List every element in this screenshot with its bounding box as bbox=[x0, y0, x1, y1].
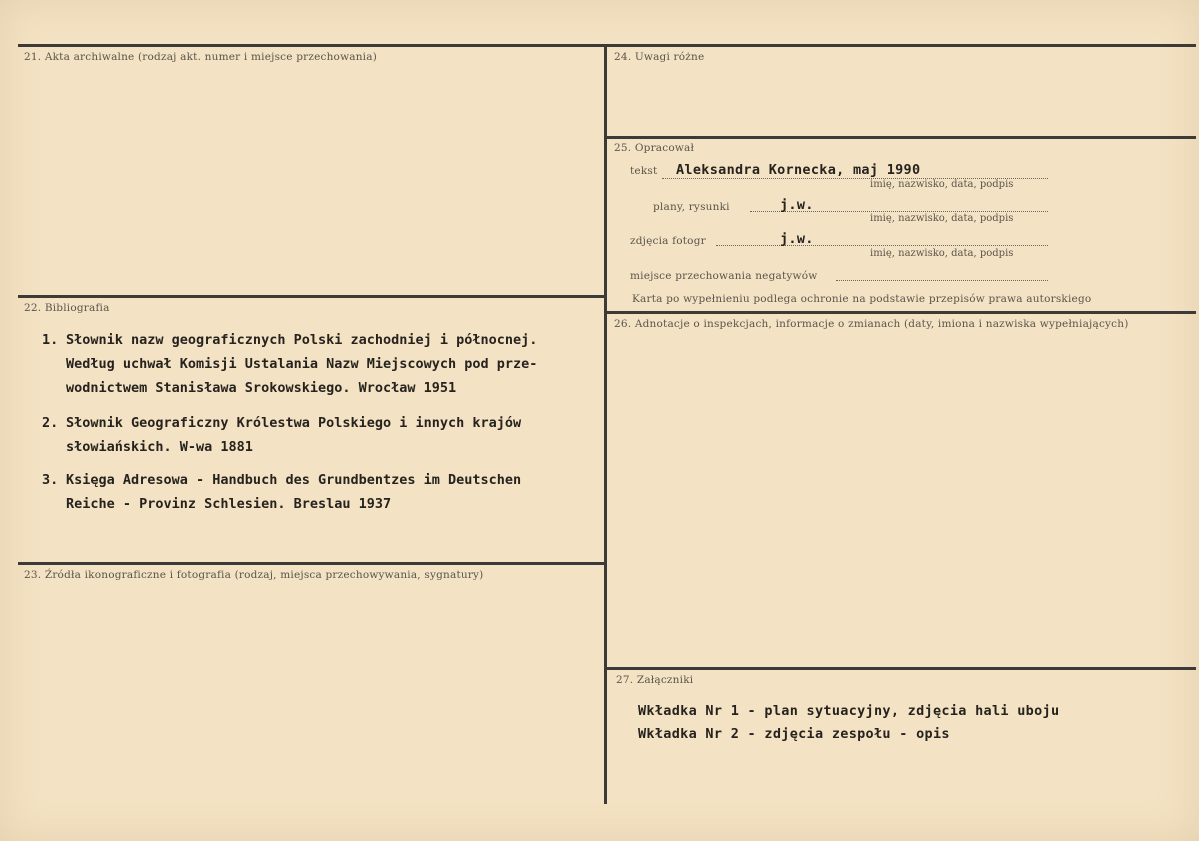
zdjecia-label: zdjęcia fotogr bbox=[630, 235, 706, 247]
rule-25-26 bbox=[606, 311, 1196, 314]
section-23-label: 23. Źródła ikonograficzne i fotografia (rodzaj, miejsca przechowywania, sygnatury) bbox=[24, 569, 484, 581]
item-number: 3. bbox=[42, 472, 59, 488]
plany-label: plany, rysunki bbox=[653, 201, 730, 213]
plany-hint: imię, nazwisko, data, podpis bbox=[870, 213, 1014, 224]
zdjecia-value: j.w. bbox=[780, 231, 814, 247]
zdjecia-hint: imię, nazwisko, data, podpis bbox=[870, 248, 1014, 259]
rule-26-27 bbox=[606, 667, 1196, 670]
center-divider bbox=[604, 44, 607, 804]
item-line: Według uchwał Komisji Ustalania Nazw Miejscowych pod prze- bbox=[66, 356, 538, 372]
bibliography-item-1 bbox=[42, 328, 537, 400]
tekst-hint: imię, nazwisko, data, podpis bbox=[870, 179, 1014, 190]
section-25-label: 25. Opracował bbox=[614, 142, 695, 154]
negatywy-label: miejsce przechowania negatywów bbox=[630, 270, 818, 282]
rule-22-23 bbox=[18, 562, 606, 565]
section-26-label: 26. Adnotacje o inspekcjach, informacje o zmianach (daty, imiona i nazwiska wypełniających) bbox=[614, 318, 1129, 330]
top-rule bbox=[18, 44, 1196, 47]
attachment-2: Wkładka Nr 2 - zdjęcia zespołu - opis bbox=[638, 726, 950, 742]
item-line: słowiańskich. W-wa 1881 bbox=[66, 439, 253, 455]
plany-value: j.w. bbox=[780, 197, 814, 213]
item-line: Słownik nazw geograficznych Polski zachodniej i północnej. bbox=[66, 332, 538, 348]
bibliography-item-2 bbox=[42, 411, 521, 459]
section-27-label: 27. Załączniki bbox=[616, 674, 694, 686]
negatywy-dotted-line bbox=[836, 280, 1048, 281]
item-line: Księga Adresowa - Handbuch des Grundbentzes im Deutschen bbox=[66, 472, 522, 488]
item-line: wodnictwem Stanisława Srokowskiego. Wrocław 1951 bbox=[66, 380, 457, 396]
tekst-label: tekst bbox=[630, 165, 658, 177]
attachment-1: Wkładka Nr 1 - plan sytuacyjny, zdjęcia hali uboju bbox=[638, 703, 1060, 719]
section-24-label: 24. Uwagi różne bbox=[614, 51, 705, 63]
section-22-label: 22. Bibliografia bbox=[24, 302, 110, 314]
copyright-note: Karta po wypełnieniu podlega ochronie na podstawie przepisów prawa autorskiego bbox=[632, 293, 1092, 305]
tekst-value: Aleksandra Kornecka, maj 1990 bbox=[676, 162, 921, 178]
item-line: Słownik Geograficzny Królestwa Polskiego i innych krajów bbox=[66, 415, 522, 431]
rule-24-25 bbox=[606, 136, 1196, 139]
item-number: 1. bbox=[42, 332, 59, 348]
bibliography-item-3 bbox=[42, 468, 521, 516]
item-line: Reiche - Provinz Schlesien. Breslau 1937 bbox=[66, 496, 392, 512]
zdjecia-dotted-line bbox=[716, 245, 1048, 246]
item-number: 2. bbox=[42, 415, 59, 431]
rule-21-22 bbox=[18, 295, 606, 298]
section-21-label: 21. Akta archiwalne (rodzaj akt. numer i miejsce przechowania) bbox=[24, 51, 377, 63]
